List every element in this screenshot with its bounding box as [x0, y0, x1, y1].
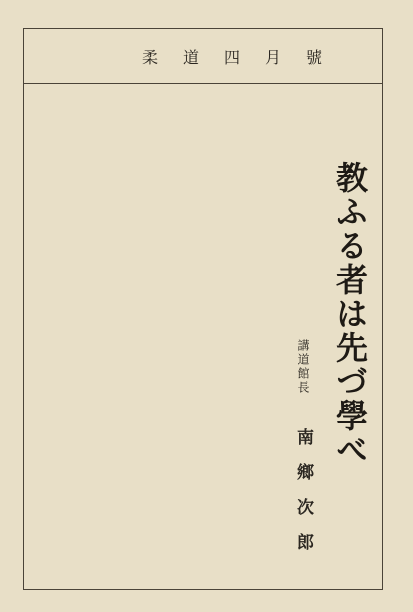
article-title: 教ふる者は先づ學べ — [331, 161, 369, 467]
author-role: 講道館長 — [296, 339, 310, 395]
running-header — [24, 29, 382, 84]
article-body — [60, 111, 274, 611]
byline — [286, 339, 316, 568]
author-name: 南鄉次郎 — [293, 428, 313, 568]
page-frame — [23, 28, 383, 590]
running-header-text: 柔道四月號 — [142, 48, 348, 67]
